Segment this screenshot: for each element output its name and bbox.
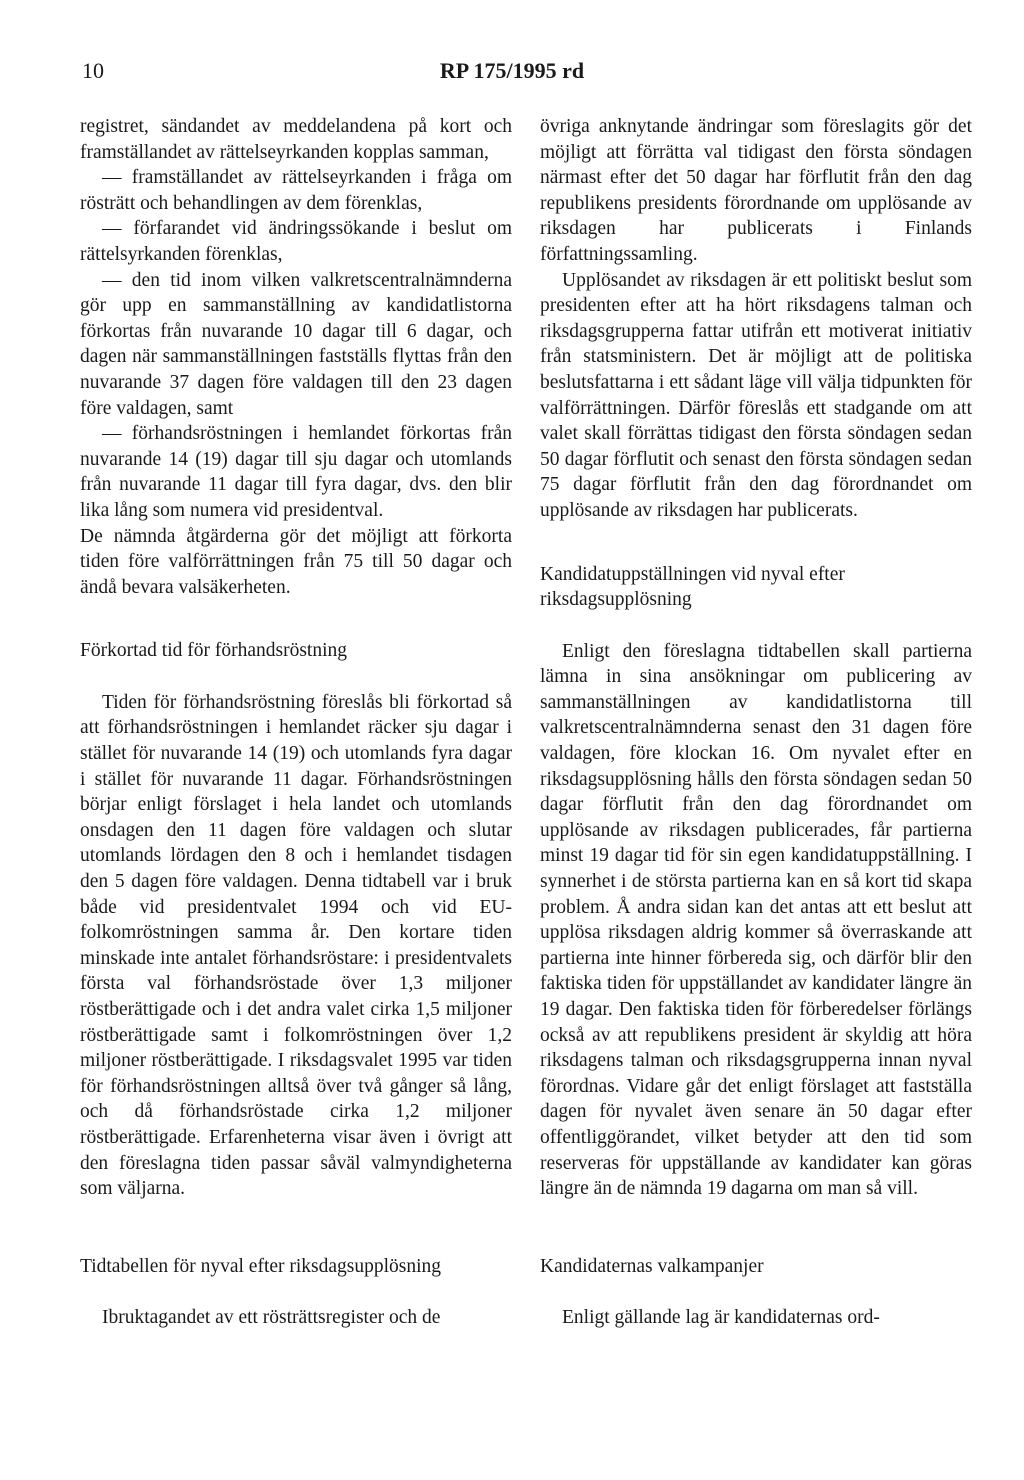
paragraph: Enligt den föreslagna tidtabellen skall partierna lämna in sina ansökningar om publicering av sammanställningen av kandidatlistorna till valkretscentralnämnderna senast den 31 dagen före valdagen, före klockan 16. Om nyvalet efter en riksdagsupplösning hålls den första söndagen sedan 50 dagar förflutit från den dag förordnandet om upplösande av riksdagen publicerades, får partierna minst 19 dagar tid för sin egen kandidatuppställning. I synnerhet i de största partierna kan en så kort tid skapa problem. Å andra sidan kan det antas att ett beslut att upplösa riksdagen aldrig kommer så överraskande att partierna inte hinner förbereda sig, och därför blir den faktiska tiden för uppställandet av kandidater längre än 19 dagar. Den faktiska tiden för förberedelser förlängs också av att republikens president är skyldig att höra riksdagens talman och riksdagsgrupperna innan nyval förordnas. Vidare går det enligt förslaget att fastställa dagen för nyvalet även senare än 50 dagar efter offentliggörandet, vilket betyder att den tid som reserveras för uppställande av kandidater kan göras längre än de nämnda 19 dagarna om man så vill. [540, 640, 972, 1200]
paragraph: De nämnda åtgärderna gör det möjligt att förkorta tiden före valförrättningen från 75 till 50 dagar och ändå bevara valsäkerheten. [80, 525, 512, 598]
list-item: — förfarandet vid ändringssökande i beslut om rättelsyrkanden förenklas, [80, 218, 512, 265]
paragraph: registret, sändandet av meddelandena på kort och framställandet av rättelseyrkanden kopplas samman, [80, 116, 512, 163]
section-heading: Tidtabellen för nyval efter riksdagsupplösning [80, 1255, 442, 1277]
section-heading: Kandidaternas valkampanjer [540, 1255, 764, 1277]
section-heading: Kandidatuppställningen vid nyval efter riksdagsupplösning [540, 563, 845, 611]
list-item: — framställandet av rättelseyrkanden i fråga om rösträtt och behandlingen av dem förenklas, [80, 167, 512, 214]
paragraph: Enligt gällande lag är kandidaternas ord- [562, 1307, 880, 1329]
left-column [80, 114, 512, 1331]
paragraph: Tiden för förhandsröstning föreslås bli förkortad så att förhandsröstningen i hemlandet räcker sju dagar i stället för nuvarande 14 (19) och utomlands fyra dagar i stället för nuvarande 11 dagar. Förhandsröstningen börjar enligt förslaget i hela landet och utomlands onsdagen den 11 dagen före valdagen och slutar utomlands lördagen den 8 och i hemlandet tisdagen den 5 dagen före valdagen. Denna tidtabell var i bruk både vid presidentvalet 1994 och vid EU-folkomröstningen samma år. Den kortare tiden minskade inte antalet förhandsröstare: i presidentvalets första val förhandsröstade över 1,3 miljoner röstberättigade och i det andra valet cirka 1,5 miljoner röstberättigade samt i folkomröstningen över 1,2 miljoner röstberättigade. I riksdagsvalet 1995 var tiden för förhandsröstningen alltså över två gånger så lång, och då förhandsröstade cirka 1,2 miljoner röstberättigade. Erfarenheterna visar även i övrigt att den föreslagna tiden passar såväl valmyndigheterna som väljarna. [80, 691, 512, 1200]
running-title: RP 175/1995 rd [439, 58, 585, 83]
list-item: — den tid inom vilken valkretscentralnämnderna gör upp en sammanställning av kandidatlistorna förkortas från nuvarande 10 dagar till 6 dagar, och dagen när sammanställningen fastställs flyttas från den nuvarande 37 dagen före valdagen till den 23 dagen före valdagen, samt [80, 269, 512, 419]
paragraph: övriga anknytande ändringar som föreslagits gör det möjligt att förrätta val tidigast den första söndagen närmast efter det 50 dagar har förflutit från den dag republikens presidents förordnande om upplösande av riksdagen har publicerats i Finlands författningssamling. [540, 116, 972, 265]
right-column [540, 114, 972, 1331]
section-heading: Förkortad tid för förhandsröstning [80, 640, 348, 662]
paragraph: Ibruktagandet av ett rösträttsregister och de [102, 1307, 441, 1329]
page-number: 10 [82, 58, 104, 83]
list-item: — förhandsröstningen i hemlandet förkortas från nuvarande 14 (19) dagar till sju dagar och utomlands från nuvarande 11 dagar till fyra dagar, dvs. den blir lika lång som numera vid presidentval. [80, 423, 512, 521]
paragraph: Upplösandet av riksdagen är ett politiskt beslut som presidenten efter att ha hört riksdagens talman och riksdagsgrupperna fattar utifrån ett motiverat initiativ från statsministern. Det är möjligt att de politiska beslutsfattarna i ett sådant läge vill välja tidpunkten för valförrättningen. Därför föreslås ett stadgande om att valet skall förrättas tidigast den första söndagen sedan 50 dagar förflutit och senast den första söndagen sedan 75 dagar förflutit från den dag förordnandet om upplösande av riksdagen har publicerats. [540, 269, 972, 521]
